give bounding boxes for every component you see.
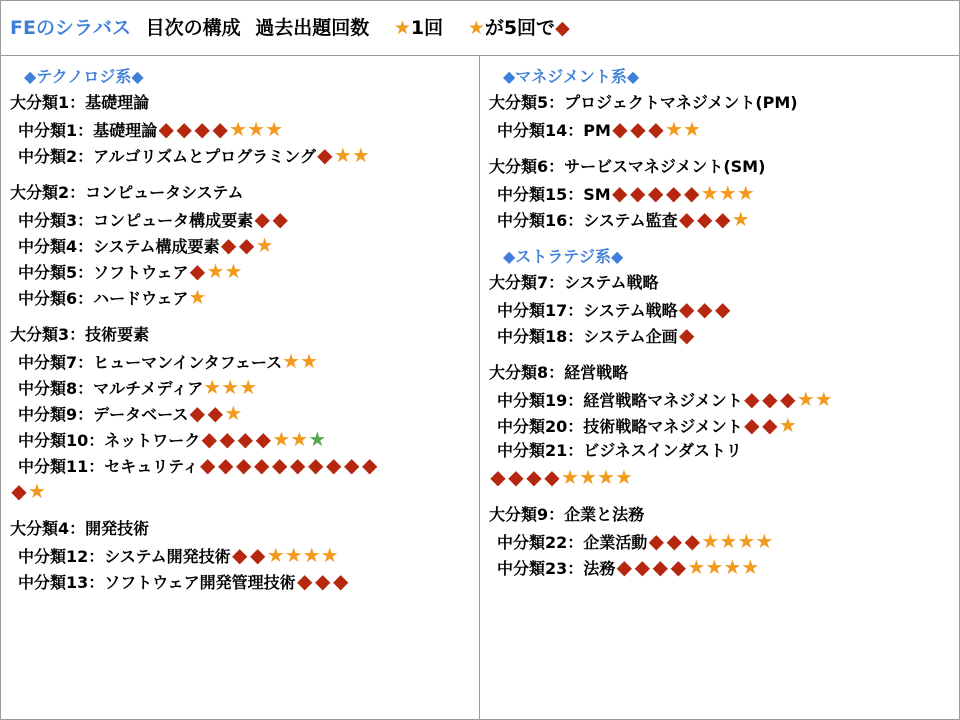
count-marks <box>188 400 242 428</box>
star-icon: ★ <box>206 259 225 283</box>
section-gap <box>10 168 472 180</box>
row-label: 中分類22：企業活動 <box>497 533 648 552</box>
legend-diamond-icon: ◆ <box>555 17 570 39</box>
legend-star-icon: ★ <box>393 17 411 39</box>
diamond-icon: ◆ <box>648 529 664 553</box>
star-icon: ★ <box>239 375 258 399</box>
diamond-icon: ◆ <box>271 453 288 477</box>
minor-category <box>10 142 472 168</box>
major-category <box>489 154 954 180</box>
minor-category <box>489 116 954 142</box>
star-icon: ★ <box>701 529 720 553</box>
star-icon: ★ <box>723 555 742 579</box>
diamond-icon: ◆ <box>207 401 224 425</box>
diamond-icon: ◆ <box>678 297 695 321</box>
green-star-icon: ★ <box>308 427 327 451</box>
minor-category <box>489 554 954 580</box>
row-label: 中分類13：ソフトウェア開発管理技術 <box>18 573 296 592</box>
marks-continuation <box>489 464 954 490</box>
diamond-icon: ◆ <box>217 453 234 477</box>
star-icon: ★ <box>755 529 774 553</box>
major-category <box>10 322 472 348</box>
row-label: 中分類6：ハードウェア <box>18 289 189 308</box>
major-category <box>489 502 954 528</box>
minor-category <box>489 386 954 412</box>
diamond-icon: ◆ <box>630 181 646 205</box>
marks-continuation <box>10 478 472 504</box>
row-label: 中分類9：データベース <box>18 405 189 424</box>
row-label: 中分類11：セキュリティ <box>18 457 199 476</box>
star-icon: ★ <box>224 401 243 425</box>
row-label: 中分類12：システム開発技術 <box>18 547 231 566</box>
row-label: 大分類1：基礎理論 <box>10 93 150 112</box>
count-marks <box>200 426 326 454</box>
diamond-icon: ◆ <box>253 453 270 477</box>
count-marks <box>611 116 701 144</box>
diamond-icon: ◆ <box>272 207 288 231</box>
diamond-icon: ◆ <box>744 387 760 411</box>
star-icon: ★ <box>224 259 243 283</box>
management-strategy-column <box>489 64 954 580</box>
star-icon: ★ <box>265 117 284 141</box>
row-label: 大分類6：サービスマネジメント(SM) <box>489 157 766 176</box>
count-marks <box>743 386 833 414</box>
count-marks <box>647 528 773 556</box>
management-strategy-list <box>489 64 954 580</box>
minor-category <box>10 374 472 400</box>
minor-category <box>489 528 954 554</box>
row-label: 中分類4：システム構成要素 <box>18 237 220 256</box>
column-divider <box>479 56 480 720</box>
count-marks <box>678 206 750 234</box>
star-icon: ★ <box>737 529 756 553</box>
star-icon: ★ <box>814 387 833 411</box>
star-icon: ★ <box>664 117 683 141</box>
section-gap <box>489 142 954 154</box>
star-icon: ★ <box>272 427 291 451</box>
diamond-icon: ◆ <box>612 181 628 205</box>
diamond-icon: ◆ <box>332 569 349 593</box>
star-icon: ★ <box>579 465 597 489</box>
minor-category <box>10 426 472 452</box>
star-icon: ★ <box>700 181 719 205</box>
row-label: 大分類5：プロジェクトマネジメント(PM) <box>489 93 798 112</box>
count-marks <box>157 116 283 144</box>
minor-category <box>10 400 472 426</box>
legend-five-label: が5回で <box>484 17 556 39</box>
diamond-icon: ◆ <box>684 529 700 553</box>
star-icon: ★ <box>302 543 321 567</box>
star-icon: ★ <box>719 529 738 553</box>
count-marks <box>282 348 318 376</box>
technology-list <box>10 90 472 594</box>
diamond-icon: ◆ <box>616 555 632 579</box>
diamond-icon: ◆ <box>317 143 333 167</box>
row-label: 大分類8：経営戦略 <box>489 363 629 382</box>
major-category <box>489 360 954 386</box>
row-label: 中分類15：SM <box>497 185 611 204</box>
minor-category <box>489 206 954 232</box>
row-label: 中分類7：ヒューマンインタフェース <box>18 353 283 372</box>
minor-category <box>10 232 472 258</box>
count-marks <box>743 412 797 440</box>
row-label: ◆マネジメント系◆ <box>503 67 640 86</box>
diamond-icon: ◆ <box>762 387 778 411</box>
diamond-icon: ◆ <box>189 401 206 425</box>
diamond-icon: ◆ <box>212 117 228 141</box>
diamond-icon: ◆ <box>255 427 271 451</box>
diamond-icon: ◆ <box>289 453 306 477</box>
star-icon: ★ <box>255 233 274 257</box>
diamond-icon: ◆ <box>696 207 713 231</box>
section-gap <box>10 504 472 516</box>
star-icon: ★ <box>300 349 319 373</box>
diamond-icon: ◆ <box>666 181 682 205</box>
count-marks <box>189 284 207 312</box>
diamond-icon: ◆ <box>235 453 252 477</box>
row-label: 大分類2：コンピュータシステム <box>10 183 244 202</box>
diamond-icon: ◆ <box>526 465 542 489</box>
diamond-icon: ◆ <box>714 207 731 231</box>
category-heading <box>489 244 954 270</box>
row-label: 中分類8：マルチメディア <box>18 379 204 398</box>
star-icon: ★ <box>221 375 240 399</box>
star-icon: ★ <box>741 555 760 579</box>
diamond-icon: ◆ <box>219 427 235 451</box>
diamond-icon: ◆ <box>678 323 695 347</box>
diamond-icon: ◆ <box>189 259 206 283</box>
diamond-icon: ◆ <box>199 453 216 477</box>
count-marks <box>203 374 257 402</box>
row-label: 中分類17：システム戦略 <box>497 301 678 320</box>
minor-category <box>489 322 954 348</box>
row-label: 大分類7：システム戦略 <box>489 273 659 292</box>
row-label: 中分類21：ビジネスインダストリ <box>497 441 742 460</box>
count-marks <box>296 568 350 596</box>
diamond-icon: ◆ <box>194 117 210 141</box>
diamond-icon: ◆ <box>296 569 313 593</box>
count-marks <box>678 296 732 324</box>
diamond-icon: ◆ <box>652 555 668 579</box>
section-gap <box>10 310 472 322</box>
header-fe-label: FEのシラバス <box>10 17 131 39</box>
row-label: 中分類16：システム監査 <box>497 211 678 230</box>
diamond-icon: ◆ <box>220 233 237 257</box>
star-icon: ★ <box>705 555 724 579</box>
header-title <box>10 13 570 40</box>
major-category <box>489 270 954 296</box>
legend-one-label: 1回 <box>410 17 444 39</box>
diamond-icon: ◆ <box>307 453 324 477</box>
category-heading <box>489 64 954 90</box>
minor-category <box>10 258 472 284</box>
header-toc-label: 目次の構成 <box>145 17 241 39</box>
row-label: 大分類9：企業と法務 <box>489 505 645 524</box>
diamond-icon: ◆ <box>612 117 628 141</box>
major-category <box>10 90 472 116</box>
major-category <box>10 516 472 542</box>
row-label: 中分類5：ソフトウェア <box>18 263 189 282</box>
minor-category <box>10 542 472 568</box>
diamond-icon: ◆ <box>325 453 342 477</box>
diamond-icon: ◆ <box>684 181 700 205</box>
count-marks <box>231 542 339 570</box>
row-label: 中分類10：ネットワーク <box>18 431 201 450</box>
diamond-icon: ◆ <box>648 181 664 205</box>
diamond-icon: ◆ <box>666 529 682 553</box>
diamond-icon: ◆ <box>201 427 217 451</box>
minor-category <box>489 438 954 464</box>
row-label: 中分類14：PM <box>497 121 611 140</box>
diamond-icon: ◆ <box>237 427 253 451</box>
diamond-icon: ◆ <box>780 387 796 411</box>
count-marks <box>611 180 755 208</box>
row-label: 中分類18：システム企画 <box>497 327 678 346</box>
row-label: 中分類3：コンピュータ構成要素 <box>18 211 254 230</box>
minor-category <box>489 412 954 438</box>
star-icon: ★ <box>282 349 301 373</box>
star-icon: ★ <box>778 413 797 437</box>
diamond-icon: ◆ <box>249 543 266 567</box>
row-label: 中分類19：経営戦略マネジメント <box>497 391 743 410</box>
star-icon: ★ <box>615 465 633 489</box>
diamond-icon: ◆ <box>158 117 174 141</box>
minor-category <box>10 348 472 374</box>
diamond-icon: ◆ <box>176 117 192 141</box>
diamond-icon: ◆ <box>762 413 778 437</box>
count-marks <box>10 478 46 506</box>
star-icon: ★ <box>682 117 701 141</box>
diamond-icon: ◆ <box>238 233 255 257</box>
count-marks <box>220 232 274 260</box>
star-icon: ★ <box>718 181 737 205</box>
star-icon: ★ <box>188 285 207 309</box>
minor-category <box>489 296 954 322</box>
major-category <box>10 180 472 206</box>
star-icon: ★ <box>796 387 815 411</box>
diamond-icon: ◆ <box>696 297 713 321</box>
diamond-icon: ◆ <box>630 117 646 141</box>
diamond-icon: ◆ <box>634 555 650 579</box>
diamond-icon: ◆ <box>508 465 524 489</box>
diamond-icon: ◆ <box>254 207 270 231</box>
major-category <box>489 90 954 116</box>
minor-category <box>10 284 472 310</box>
count-marks <box>615 554 759 582</box>
count-marks <box>189 258 243 286</box>
row-label: 大分類3：技術要素 <box>10 325 150 344</box>
legend-star-icon: ★ <box>467 17 485 39</box>
diamond-icon: ◆ <box>490 465 506 489</box>
star-icon: ★ <box>333 143 352 167</box>
star-icon: ★ <box>736 181 755 205</box>
diamond-icon: ◆ <box>544 465 560 489</box>
technology-column <box>10 64 472 594</box>
diamond-icon: ◆ <box>343 453 360 477</box>
row-label: 中分類20：技術戦略マネジメント <box>497 417 743 436</box>
star-icon: ★ <box>28 479 46 503</box>
row-label: 中分類1：基礎理論 <box>18 121 158 140</box>
minor-category <box>10 116 472 142</box>
diamond-icon: ◆ <box>314 569 331 593</box>
star-icon: ★ <box>290 427 309 451</box>
star-icon: ★ <box>284 543 303 567</box>
minor-category <box>10 452 472 478</box>
category-technology: ◆テクノロジ系◆ <box>24 67 144 86</box>
diamond-icon: ◆ <box>648 117 664 141</box>
row-label: 中分類23：法務 <box>497 559 616 578</box>
count-marks <box>489 464 633 492</box>
count-marks <box>678 322 696 350</box>
diamond-icon: ◆ <box>714 297 731 321</box>
count-marks <box>253 206 289 234</box>
star-icon: ★ <box>561 465 579 489</box>
diamond-icon: ◆ <box>361 453 378 477</box>
star-icon: ★ <box>320 543 339 567</box>
star-icon: ★ <box>203 375 222 399</box>
star-icon: ★ <box>229 117 248 141</box>
header-bar <box>0 0 960 56</box>
count-marks <box>199 452 379 480</box>
row-label: 大分類4：開発技術 <box>10 519 150 538</box>
diamond-icon: ◆ <box>11 479 27 503</box>
row-label: 中分類2：アルゴリズムとプログラミング <box>18 147 316 166</box>
diamond-icon: ◆ <box>678 207 695 231</box>
star-icon: ★ <box>351 143 370 167</box>
star-icon: ★ <box>731 207 750 231</box>
minor-category <box>489 180 954 206</box>
diamond-icon: ◆ <box>744 413 760 437</box>
star-icon: ★ <box>597 465 615 489</box>
star-icon: ★ <box>266 543 285 567</box>
star-icon: ★ <box>247 117 266 141</box>
minor-category <box>10 206 472 232</box>
diamond-icon: ◆ <box>231 543 248 567</box>
star-icon: ★ <box>687 555 706 579</box>
section-gap <box>489 348 954 360</box>
count-marks <box>316 142 370 170</box>
diamond-icon: ◆ <box>670 555 686 579</box>
header-count-label: 過去出題回数 <box>255 17 370 39</box>
minor-category <box>10 568 472 594</box>
row-label: ◆ストラテジ系◆ <box>503 247 624 266</box>
